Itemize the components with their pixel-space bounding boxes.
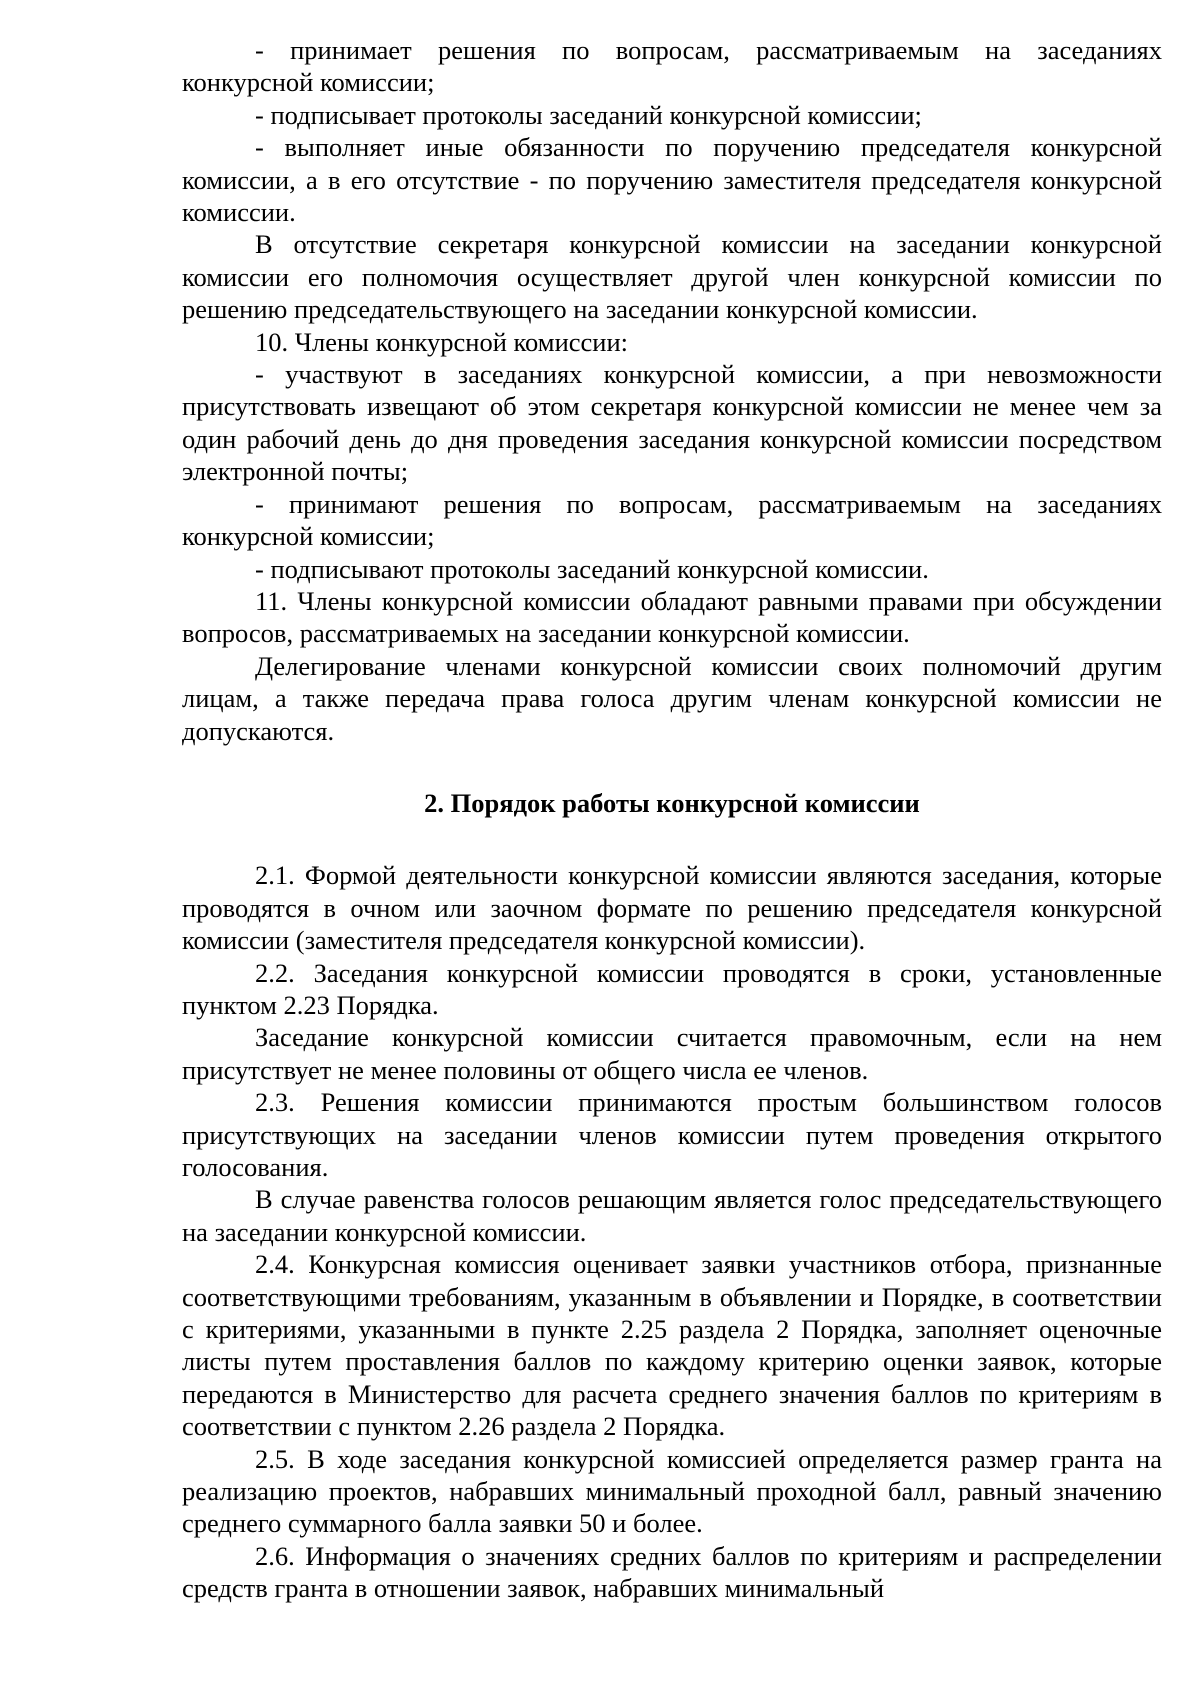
paragraph: 2.5. В ходе заседания конкурсной комиссией определяется размер гранта на реализацию проектов, набравших минимальный проходной балл, равный значению среднего суммарного балла заявки 50 и более. <box>182 1443 1162 1539</box>
paragraph: - принимает решения по вопросам, рассматриваемым на заседаниях конкурсной комиссии; <box>182 35 1162 98</box>
paragraph: 2.3. Решения комиссии принимаются простым большинством голосов присутствующих на заседании членов комиссии путем проведения открытого голосования. <box>182 1087 1162 1182</box>
spacer <box>182 747 1162 787</box>
paragraph: 2.1. Формой деятельности конкурсной комиссии являются заседания, которые проводятся в очном или заочном формате по решению председателя конкурсной комиссии (заместителя председателя конкурсной комиссии). <box>182 860 1162 956</box>
paragraph: 2.2. Заседания конкурсной комиссии проводятся в сроки, установленные пунктом 2.23 Порядка. <box>182 957 1162 1020</box>
paragraph: - подписывают протоколы заседаний конкурсной комиссии. <box>255 553 929 584</box>
paragraph: Делегирование членами конкурсной комиссии своих полномочий другим лицам, а также передача права голоса другим членам конкурсной комиссии не допускаются. <box>182 650 1162 746</box>
paragraph: В отсутствие секретаря конкурсной комиссии на заседании конкурсной комиссии его полномочия осуществляет другой член конкурсной комиссии по решению председательствующего на заседании конкурсной комиссии. <box>182 229 1162 325</box>
section-2-body <box>182 859 1162 1604</box>
paragraph: 2.4. Конкурсная комиссия оценивает заявки участников отбора, признанные соответствующими требованиям, указанным в объявлении и Порядке, в соответствии с критериями, указанными в пункте 2.25 раздела 2 Порядка, заполняет оценочные листы путем проставления баллов по каждому критерию оценки заявок, которые передаются в Министерство для расчета среднего значения баллов по критериям в соответствии с пунктом 2.26 раздела 2 Порядка. <box>182 1249 1162 1442</box>
paragraph: 10. Члены конкурсной комиссии: <box>255 326 629 357</box>
paragraph: 11. Члены конкурсной комиссии обладают равными правами при обсуждении вопросов, рассматриваемых на заседании конкурсной комиссии. <box>182 585 1162 649</box>
paragraph: В случае равенства голосов решающим является голос председательствующего на заседании конкурсной комиссии. <box>182 1184 1162 1247</box>
paragraph: - участвуют в заседаниях конкурсной комиссии, а при невозможности присутствовать извещают об этом секретаря конкурсной комиссии не менее чем за один рабочий день до дня проведения заседания конкурсной комиссии посредством электронной почты; <box>182 359 1162 487</box>
paragraph: - выполняет иные обязанности по поручению председателя конкурсной комиссии, а в его отсутствие - по поручению заместителя председателя конкурсной комиссии. <box>182 132 1162 228</box>
paragraph: - подписывает протоколы заседаний конкурсной комиссии; <box>255 99 922 130</box>
section-heading: 2. Порядок работы конкурсной комиссии <box>424 787 920 818</box>
paragraph: 2.6. Информация о значениях средних баллов по критериям и распределении средств гранта в отношении заявок, набравших минимальный <box>182 1540 1162 1604</box>
section-1-body <box>182 34 1162 747</box>
paragraph: Заседание конкурсной комиссии считается правомочным, если на нем присутствует не менее половины от общего числа ее членов. <box>182 1022 1162 1085</box>
paragraph: - принимают решения по вопросам, рассматриваемым на заседаниях конкурсной комиссии; <box>182 488 1162 552</box>
spacer <box>182 819 1162 859</box>
